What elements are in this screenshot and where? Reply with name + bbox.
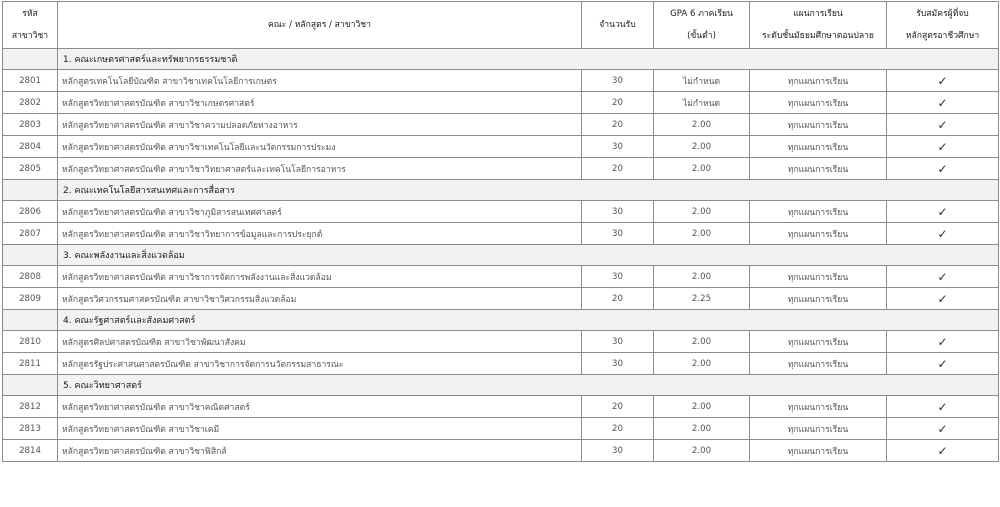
table-row (3, 158, 999, 180)
faculty-title: 5. คณะวิทยาศาสตร์ (58, 375, 999, 396)
program-code: 2812 (3, 396, 58, 418)
vocational-check-icon: ✓ (887, 331, 999, 353)
program-seats: 20 (582, 92, 654, 114)
program-code: 2810 (3, 331, 58, 353)
table-row (3, 331, 999, 353)
program-plan: ทุกแผนการเรียน (750, 136, 887, 158)
vocational-check-icon: ✓ (887, 223, 999, 245)
faculty-code-cell (3, 180, 58, 201)
program-code: 2805 (3, 158, 58, 180)
vocational-check-icon: ✓ (887, 266, 999, 288)
header-plan (750, 2, 887, 49)
program-name: หลักสูตรวิทยาศาสตรบัณฑิต สาขาวิชาความปลอดภัยทางอาหาร (58, 114, 582, 136)
header-plan-line2: ระดับชั้นมัธยมศึกษาตอนปลาย (762, 31, 874, 41)
program-name: หลักสูตรวิศวกรรมศาสตรบัณฑิต สาขาวิชาวิศวกรรมสิ่งแวดล้อม (58, 288, 582, 310)
program-gpa: 2.00 (654, 440, 750, 462)
program-seats: 20 (582, 158, 654, 180)
program-name: หลักสูตรวิทยาศาสตรบัณฑิต สาขาวิชาวิทยาการข้อมูลและการประยุกต์ (58, 223, 582, 245)
program-plan: ทุกแผนการเรียน (750, 266, 887, 288)
header-code (3, 2, 58, 49)
table-row (3, 114, 999, 136)
faculty-title: 4. คณะรัฐศาสตร์และสังคมศาสตร์ (58, 310, 999, 331)
program-plan: ทุกแผนการเรียน (750, 223, 887, 245)
table-row (3, 223, 999, 245)
program-name: หลักสูตรเทคโนโลยีบัณฑิต สาขาวิชาเทคโนโลยีการเกษตร (58, 70, 582, 92)
header-vocational-line2: หลักสูตรอาชีวศึกษา (905, 31, 980, 41)
program-gpa: 2.00 (654, 114, 750, 136)
header-program: คณะ / หลักสูตร / สาขาวิชา (58, 2, 582, 49)
program-gpa: 2.00 (654, 223, 750, 245)
table-row (3, 440, 999, 462)
table-row (3, 70, 999, 92)
program-code: 2811 (3, 353, 58, 375)
faculty-code-cell (3, 245, 58, 266)
header-code-line2: สาขาวิชา (11, 31, 49, 41)
vocational-check-icon: ✓ (887, 201, 999, 223)
program-name: หลักสูตรวิทยาศาสตรบัณฑิต สาขาวิชาการจัดการพลังงานและสิ่งแวดล้อม (58, 266, 582, 288)
table-header (3, 2, 999, 49)
program-gpa: 2.00 (654, 331, 750, 353)
table-row (3, 136, 999, 158)
program-name: หลักสูตรศิลปศาสตรบัณฑิต สาขาวิชาพัฒนาสังคม (58, 331, 582, 353)
program-plan: ทุกแผนการเรียน (750, 331, 887, 353)
header-vocational (887, 2, 999, 49)
header-vocational-line1: รับสมัครผู้ที่จบ (916, 9, 969, 19)
program-gpa: 2.25 (654, 288, 750, 310)
faculty-title: 3. คณะพลังงานและสิ่งแวดล้อม (58, 245, 999, 266)
program-gpa: ไม่กำหนด (654, 70, 750, 92)
faculty-row (3, 310, 999, 331)
program-name: หลักสูตรวิทยาศาสตรบัณฑิต สาขาวิชาฟิสิกส์ (58, 440, 582, 462)
table-row (3, 353, 999, 375)
program-seats: 20 (582, 396, 654, 418)
program-plan: ทุกแผนการเรียน (750, 440, 887, 462)
table-row (3, 201, 999, 223)
program-gpa: 2.00 (654, 418, 750, 440)
program-seats: 20 (582, 288, 654, 310)
table-row (3, 266, 999, 288)
table-row (3, 288, 999, 310)
admission-table (2, 1, 999, 462)
program-code: 2809 (3, 288, 58, 310)
program-code: 2803 (3, 114, 58, 136)
header-plan-line1: แผนการเรียน (793, 9, 843, 19)
vocational-check-icon: ✓ (887, 114, 999, 136)
faculty-code-cell (3, 49, 58, 70)
program-seats: 20 (582, 114, 654, 136)
program-name: หลักสูตรวิทยาศาสตรบัณฑิต สาขาวิชาเทคโนโลยีและนวัตกรรมการประมง (58, 136, 582, 158)
program-name: หลักสูตรวิทยาศาสตรบัณฑิต สาขาวิชาเกษตรศาสตร์ (58, 92, 582, 114)
vocational-check-icon: ✓ (887, 418, 999, 440)
header-gpa-line1: GPA 6 ภาคเรียน (670, 9, 733, 19)
program-gpa: ไม่กำหนด (654, 92, 750, 114)
program-seats: 30 (582, 440, 654, 462)
vocational-check-icon: ✓ (887, 158, 999, 180)
program-plan: ทุกแผนการเรียน (750, 70, 887, 92)
header-gpa-line2: (ขั้นต่ำ) (687, 31, 716, 41)
program-plan: ทุกแผนการเรียน (750, 114, 887, 136)
vocational-check-icon: ✓ (887, 353, 999, 375)
faculty-row (3, 245, 999, 266)
program-seats: 30 (582, 70, 654, 92)
faculty-title: 2. คณะเทคโนโลยีสารสนเทศและการสื่อสาร (58, 180, 999, 201)
program-plan: ทุกแผนการเรียน (750, 158, 887, 180)
program-seats: 20 (582, 418, 654, 440)
program-name: หลักสูตรวิทยาศาสตรบัณฑิต สาขาวิชาวิทยาศาสตร์และเทคโนโลยีการอาหาร (58, 158, 582, 180)
program-seats: 30 (582, 136, 654, 158)
program-seats: 30 (582, 331, 654, 353)
program-gpa: 2.00 (654, 201, 750, 223)
program-code: 2807 (3, 223, 58, 245)
header-gpa (654, 2, 750, 49)
faculty-code-cell (3, 310, 58, 331)
program-seats: 30 (582, 266, 654, 288)
program-name: หลักสูตรวิทยาศาสตรบัณฑิต สาขาวิชาคณิตศาสตร์ (58, 396, 582, 418)
table-body (3, 49, 999, 462)
faculty-row (3, 49, 999, 70)
faculty-row (3, 180, 999, 201)
vocational-check-icon: ✓ (887, 440, 999, 462)
program-gpa: 2.00 (654, 353, 750, 375)
program-code: 2806 (3, 201, 58, 223)
program-code: 2801 (3, 70, 58, 92)
vocational-check-icon: ✓ (887, 288, 999, 310)
faculty-title: 1. คณะเกษตรศาสตร์และทรัพยากรธรรมชาติ (58, 49, 999, 70)
program-code: 2813 (3, 418, 58, 440)
table-row (3, 396, 999, 418)
program-gpa: 2.00 (654, 396, 750, 418)
program-plan: ทุกแผนการเรียน (750, 418, 887, 440)
table-row (3, 92, 999, 114)
header-code-line1: รหัส (22, 9, 38, 19)
program-plan: ทุกแผนการเรียน (750, 353, 887, 375)
program-gpa: 2.00 (654, 136, 750, 158)
vocational-check-icon: ✓ (887, 70, 999, 92)
program-seats: 30 (582, 223, 654, 245)
program-name: หลักสูตรรัฐประศาสนศาสตรบัณฑิต สาขาวิชาการจัดการนวัตกรรมสาธารณะ (58, 353, 582, 375)
vocational-check-icon: ✓ (887, 136, 999, 158)
program-plan: ทุกแผนการเรียน (750, 288, 887, 310)
program-name: หลักสูตรวิทยาศาสตรบัณฑิต สาขาวิชาเคมี (58, 418, 582, 440)
program-plan: ทุกแผนการเรียน (750, 396, 887, 418)
program-plan: ทุกแผนการเรียน (750, 201, 887, 223)
program-code: 2808 (3, 266, 58, 288)
faculty-code-cell (3, 375, 58, 396)
program-gpa: 2.00 (654, 158, 750, 180)
faculty-row (3, 375, 999, 396)
program-code: 2802 (3, 92, 58, 114)
program-gpa: 2.00 (654, 266, 750, 288)
vocational-check-icon: ✓ (887, 92, 999, 114)
program-seats: 30 (582, 201, 654, 223)
table-row (3, 418, 999, 440)
header-seats: จำนวนรับ (582, 2, 654, 49)
program-seats: 30 (582, 353, 654, 375)
program-code: 2814 (3, 440, 58, 462)
vocational-check-icon: ✓ (887, 396, 999, 418)
program-code: 2804 (3, 136, 58, 158)
program-name: หลักสูตรวิทยาศาสตรบัณฑิต สาขาวิชาภูมิสารสนเทศศาสตร์ (58, 201, 582, 223)
program-plan: ทุกแผนการเรียน (750, 92, 887, 114)
